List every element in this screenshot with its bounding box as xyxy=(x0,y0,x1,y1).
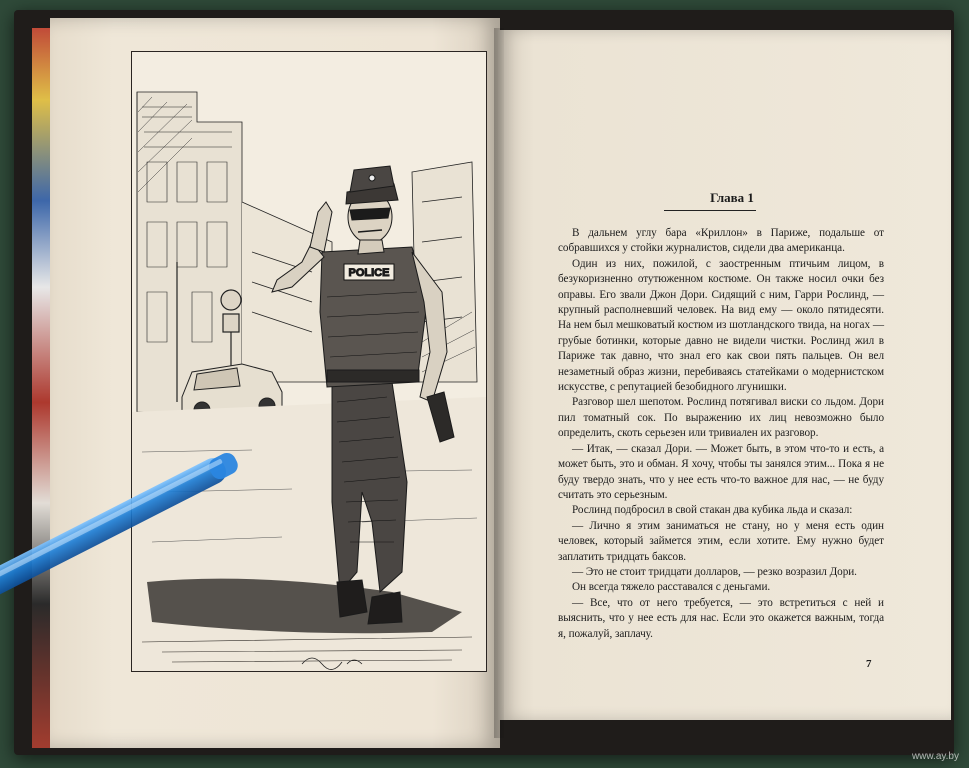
paragraph: Разговор шел шепотом. Рослинд потягивал виски со льдом. Дори пил томатный сок. По выражению их лиц невозможно было определить, скоть серьезен или тривиален их разговор. xyxy=(558,396,884,440)
chapter-body-text xyxy=(558,226,884,642)
paragraph: Один из них, пожилой, с заостренным птичьим лицом, в безукоризненно отутюженном костюме. Он также носил очки без оправы. Его звали Джон Дори. Сидящий с ним, Гарри Рослинд, — крупный располневший человек. На вид ему — около пятидесяти. На нем был мешковатый костюм из шотландского твида, на ногах — грубые ботинки, которые давно не видели чистки. Рослинд жил в Париже так давно, что знал его как свои пять пальцев. Он вел незаметный образ жизни, перебиваясь статейками о модернистском искусстве, с репутацией безобидного лгунишки. xyxy=(558,257,884,394)
police-officer-illustration xyxy=(132,52,486,671)
paragraph: — Лично я этим заниматься не стану, но у меня есть один человек, который займется этим, если хотите. Ему нужно будет заплатить тридцать баксов. xyxy=(558,519,884,563)
paragraph: В дальнем углу бара «Криллон» в Париже, подальше от собравшихся у стойки журналистов, сидели два американца. xyxy=(558,227,884,255)
paragraph: — Все, что от него требуется, — это встретиться с ней и выяснить, что у нее есть для нас. Если это окажется важным, тогда я, пожалуй, заплачу. xyxy=(558,596,884,640)
chapter-title: Глава 1 xyxy=(710,190,754,205)
paragraph: Он всегда тяжело расставался с деньгами. xyxy=(572,581,771,594)
paragraph: — Это не стоит тридцати долларов, — резко возразил Дори. xyxy=(572,565,857,578)
page-number: 7 xyxy=(866,658,872,670)
vest-police-label: POLICE xyxy=(348,267,390,279)
paragraph: — Итак, — сказал Дори. — Может быть, в этом что-то и есть, а может быть, это и обман. Я хочу, чтобы ты занялся этим... Пока я не буду твердо знать, что у нее есть что-то важное для нас, — не буду считать это серьезным. xyxy=(558,442,884,501)
chapter-title-rule xyxy=(664,210,756,211)
paragraph: Рослинд подбросил в свой стакан два кубика льда и сказал: xyxy=(572,504,853,517)
book-gutter xyxy=(494,28,504,738)
illustration-frame xyxy=(131,51,487,672)
watermark: www.ay.by xyxy=(911,751,959,762)
